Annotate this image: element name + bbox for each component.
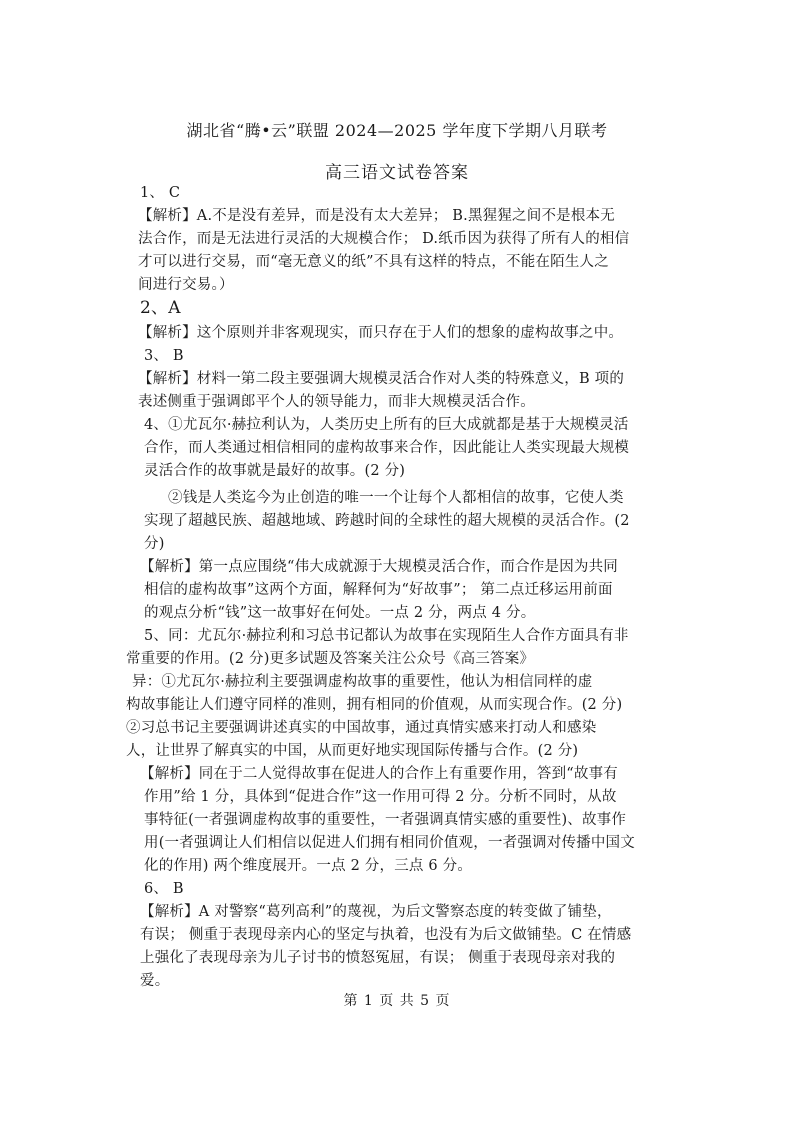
question-6-explanation: 上强化了表现母亲为儿子讨书的愤怒冤屈，有误； 侧重于表现母亲对我的 [140,950,616,966]
question-5-explanation: 作用”给 1 分，具体到“促进合作”这一作用可得 2 分。分析不同时，从故 [144,789,617,805]
question-3-explanation: 表述侧重于强调郎平个人的领导能力，而非大规模灵活合作。 [138,394,535,410]
exam-title: 湖北省“腾•云”联盟 2024—2025 学年度下学期八月联考 [186,121,608,140]
question-1-answer: 1、 C [140,185,181,201]
question-1-explanation: 才可以进行交易，而“毫无意义的纸”不具有这样的特点，不能在陌生人之 [138,254,609,270]
question-3-answer: 3、 B [144,348,184,364]
question-4-answer: 合作，而人类通过相信相同的虚构故事来合作，因此能让人类实现最大规模 [144,440,630,456]
page-number: 第 1 页 共 5 页 [343,993,451,1009]
question-4-answer: ②钱是人类迄今为止创造的唯一一个让每个人都相信的故事，它使人类 [168,490,624,506]
question-1-explanation: 间进行交易。） [138,277,234,293]
question-1-explanation: 法合作，而是无法进行灵活的大规模合作； D.纸币因为获得了所有人的相信 [138,231,630,247]
question-5-answer: 5、同：尤瓦尔·赫拉利和习总书记都认为故事在实现陌生人合作方面具有非 [144,628,629,644]
question-4-explanation: 相信的虚构故事”这两个方面，解释何为“好故事”； 第二点迁移运用前面 [144,582,613,598]
question-4-answer: 分) [144,536,165,552]
answer-sheet-title: 高三语文试卷答案 [325,163,469,183]
question-1-explanation: 【解析】A.不是没有差异，而是没有太大差异； B.黑猩猩之间不是根本无 [138,208,615,224]
question-5-answer: ②习总书记主要强调讲述真实的中国故事，通过真情实感来打动人和感染 [126,720,597,736]
question-4-explanation: 的观点分析“钱”这一故事好在何处。一点 2 分，两点 4 分。 [144,605,536,621]
question-3-explanation: 【解析】材料一第二段主要强调大规模灵活合作对人类的特殊意义，B 项的 [138,371,625,387]
question-4-answer: 4、①尤瓦尔·赫拉利认为，人类历史上所有的巨大成就都是基于大规模灵活 [144,417,629,433]
question-5-answer: 异：①尤瓦尔·赫拉利主要强调虚构故事的重要性，他认为相信同样的虚 [132,674,593,690]
question-5-answer: 构故事能让人们遵守同样的准则，拥有相同的价值观，从而实现合作。(2 分) [126,697,623,713]
question-5-answer: 人，让世界了解真实的中国，从而更好地实现国际传播与合作。(2 分) [126,743,579,759]
question-5-explanation: 用(一者强调让人们相信以促进人们拥有相同价值观，一者强调对传播中国文 [144,835,635,851]
question-6-explanation: 爱。 [140,973,170,989]
question-5-explanation: 【解析】同在于二人觉得故事在促进人的合作上有重要作用，答到“故事有 [140,766,619,782]
question-6-explanation: 【解析】A 对警察“葛列高利”的蔑视，为后文警察态度的转变做了铺垫， [140,904,612,920]
question-2-answer: 2、A [140,298,181,318]
question-6-explanation: 有误； 侧重于表现母亲内心的坚定与执着，也没有为后文做铺垫。C 在情感 [140,927,632,943]
question-2-explanation: 【解析】这个原则并非客观现实，而只存在于人们的想象的虚构故事之中。 [138,325,624,341]
question-5-answer: 常重要的作用。(2 分)更多试题及答案关注公众号《高三答案》 [126,651,535,667]
question-5-explanation: 化的作用) 两个维度展开。一点 2 分，三点 6 分。 [144,858,473,874]
question-4-explanation: 【解析】第一点应围绕“伟大成就源于大规模灵活合作，而合作是因为共同 [140,559,619,575]
question-5-explanation: 事特征(一者强调虚构故事的重要性，一者强调真情实感的重要性)、故事作 [144,812,627,828]
question-6-answer: 6、 B [144,881,184,897]
question-4-answer: 灵活合作的故事就是最好的故事。(2 分) [144,463,406,479]
question-4-answer: 实现了超越民族、超越地域、跨越时间的全球性的超大规模的灵活合作。(2 [144,513,630,529]
